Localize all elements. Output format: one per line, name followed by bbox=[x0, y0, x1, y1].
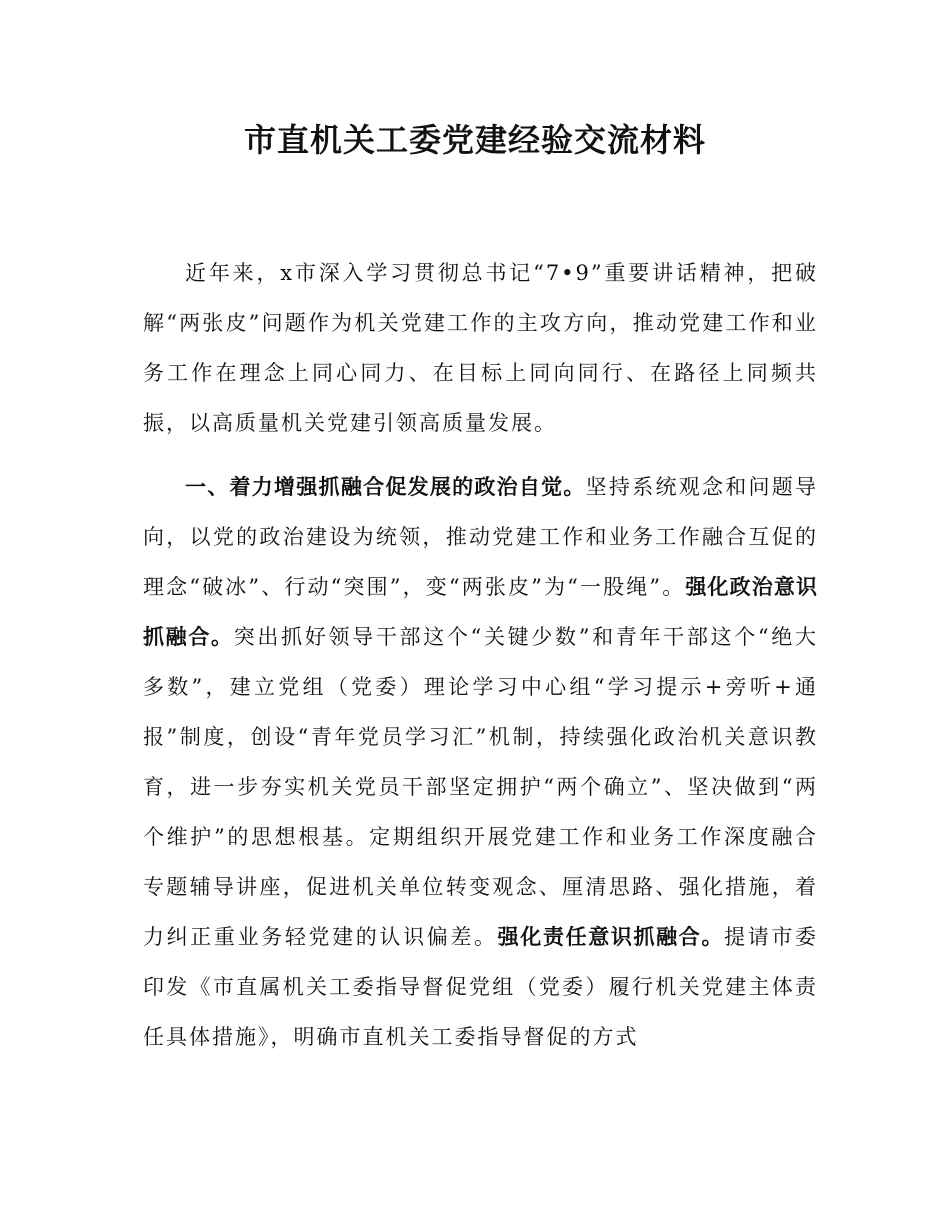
section-1-text-a: 坚持系统观念和问题导向，以党的政治建设为统领，推动党建工作和业务工作融合互促的理念“破冰”、行动“突围”，变“两张皮”为“一股绳”。 bbox=[143, 475, 819, 599]
sub-heading-responsibility-awareness: 强化责任意识抓融合。 bbox=[497, 925, 725, 949]
sub-heading-political-awareness: 强化政治意识抓融合。 bbox=[143, 575, 819, 649]
section-1-heading: 一、着力增强抓融合促发展的政治自觉。 bbox=[185, 475, 586, 499]
section-1-text-b: 突出抓好领导干部这个“关键少数”和青年干部这个“绝大多数”，建立党组（党委）理论学习中心组“学习提示+旁听+通报”制度，创设“青年党员学习汇”机制，持续强化政治机关意识教育，进一步夯实机关党员干部坚定拥护“两个确立”、坚决做到“两个维护”的思想根基。定期组织开展党建工作和业务工作深度融合专题辅导讲座，促进机关单位转变观念、厘清思路、强化措施，着力纠正重业务轻党建的认识偏差。 bbox=[143, 625, 818, 949]
intro-paragraph: 近年来，x市深入学习贯彻总书记“7•9”重要讲话精神，把破解“两张皮”问题作为机关党建工作的主攻方向，推动党建工作和业务工作在理念上同心同力、在目标上同向同行、在路径上同频共振，以高质量机关党建引领高质量发展。 bbox=[143, 261, 818, 435]
section-1-text-c: 提请市委印发《市直属机关工委指导督促党组（党委）履行机关党建主体责任具体措施》，明确市直机关工委指导督促的方式 bbox=[143, 925, 819, 1049]
section-1-paragraph bbox=[143, 462, 818, 1062]
document-title: 市直机关工委党建经验交流材料 bbox=[243, 121, 706, 159]
